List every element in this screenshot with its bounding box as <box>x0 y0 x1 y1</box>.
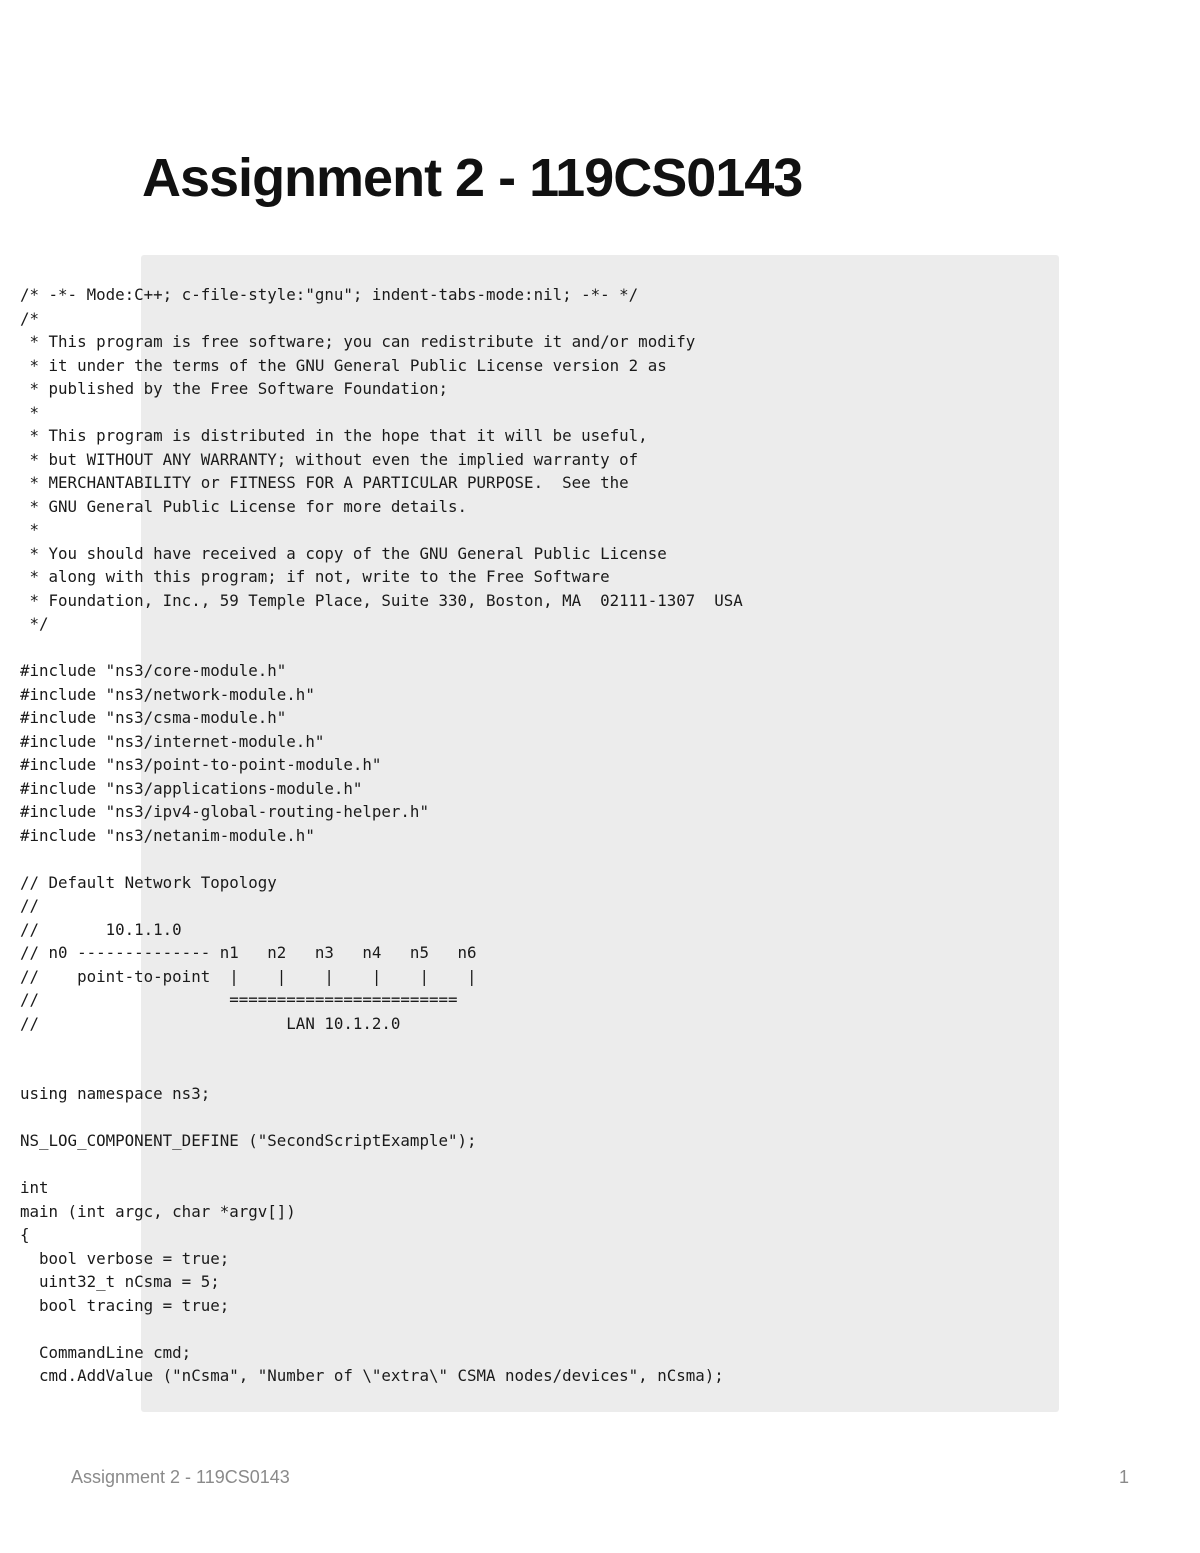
code-line: #include "ns3/point-to-point-module.h" <box>20 755 382 774</box>
code-line: NS_LOG_COMPONENT_DEFINE ("SecondScriptExample"); <box>20 1131 477 1150</box>
code-line: int <box>20 1178 49 1197</box>
code-line: * <box>20 520 40 539</box>
code-line <box>20 1317 743 1341</box>
code-listing <box>20 283 743 1388</box>
code-line: #include "ns3/internet-module.h" <box>20 731 325 751</box>
code-line: // <box>20 896 40 915</box>
page-number: 1 <box>1118 1467 1129 1487</box>
code-line: using namespace ns3; <box>20 1084 211 1103</box>
code-line <box>20 1059 743 1083</box>
code-line: #include "ns3/netanim-module.h" <box>20 825 315 845</box>
code-line: /* -*- Mode:C++; c-file-style:"gnu"; indent-tabs-mode:nil; -*- */ <box>20 285 639 304</box>
footer-title: Assignment 2 - 119CS0143 <box>71 1467 290 1487</box>
code-line: * This program is distributed in the hope that it will be useful, <box>20 426 648 445</box>
code-line: * it under the terms of the GNU General Public License version 2 as <box>20 355 667 375</box>
page-title: Assignment 2 - 119CS0143 <box>142 148 803 208</box>
code-line <box>20 847 743 871</box>
code-line: * published by the Free Software Foundation; <box>20 379 448 398</box>
code-line: bool verbose = true; <box>20 1248 230 1268</box>
code-line: #include "ns3/csma-module.h" <box>20 708 287 727</box>
code-line: #include "ns3/applications-module.h" <box>20 778 363 798</box>
code-line: main (int argc, char *argv[]) <box>20 1201 296 1221</box>
code-line: * MERCHANTABILITY or FITNESS FOR A PARTICULAR PURPOSE. See the <box>20 473 629 492</box>
code-line: * but WITHOUT ANY WARRANTY; without even the implied warranty of <box>20 449 639 469</box>
code-line <box>20 1106 743 1130</box>
code-line: bool tracing = true; <box>20 1295 230 1315</box>
code-line: cmd.AddValue ("nCsma", "Number of \"extra\" CSMA nodes/devices", nCsma); <box>20 1366 724 1385</box>
code-line: #include "ns3/network-module.h" <box>20 684 315 704</box>
code-line: // Default Network Topology <box>20 872 277 892</box>
code-line: { <box>20 1225 30 1244</box>
code-line: // n0 -------------- n1 n2 n3 n4 n5 n6 <box>20 943 477 962</box>
code-line: /* <box>20 308 40 328</box>
code-line: * Foundation, Inc., 59 Temple Place, Suite 330, Boston, MA 02111-1307 USA <box>20 590 743 610</box>
code-line: * along with this program; if not, write to the Free Software <box>20 567 610 586</box>
code-line: // point-to-point | | | | | | <box>20 966 477 986</box>
code-line <box>20 1035 743 1059</box>
code-line <box>20 636 743 660</box>
code-line <box>20 1153 743 1177</box>
code-line: */ <box>20 614 49 633</box>
code-line: #include "ns3/core-module.h" <box>20 661 287 680</box>
code-line: CommandLine cmd; <box>20 1342 192 1362</box>
code-line: // 10.1.1.0 <box>20 919 182 939</box>
code-line: // LAN 10.1.2.0 <box>20 1013 401 1033</box>
code-line: * GNU General Public License for more details. <box>20 496 467 516</box>
code-line: #include "ns3/ipv4-global-routing-helper.h" <box>20 802 429 821</box>
code-line: * You should have received a copy of the GNU General Public License <box>20 543 667 563</box>
code-line: * <box>20 402 40 422</box>
code-line: * This program is free software; you can redistribute it and/or modify <box>20 332 696 351</box>
code-line: uint32_t nCsma = 5; <box>20 1272 220 1291</box>
code-line: // ======================== <box>20 990 458 1009</box>
